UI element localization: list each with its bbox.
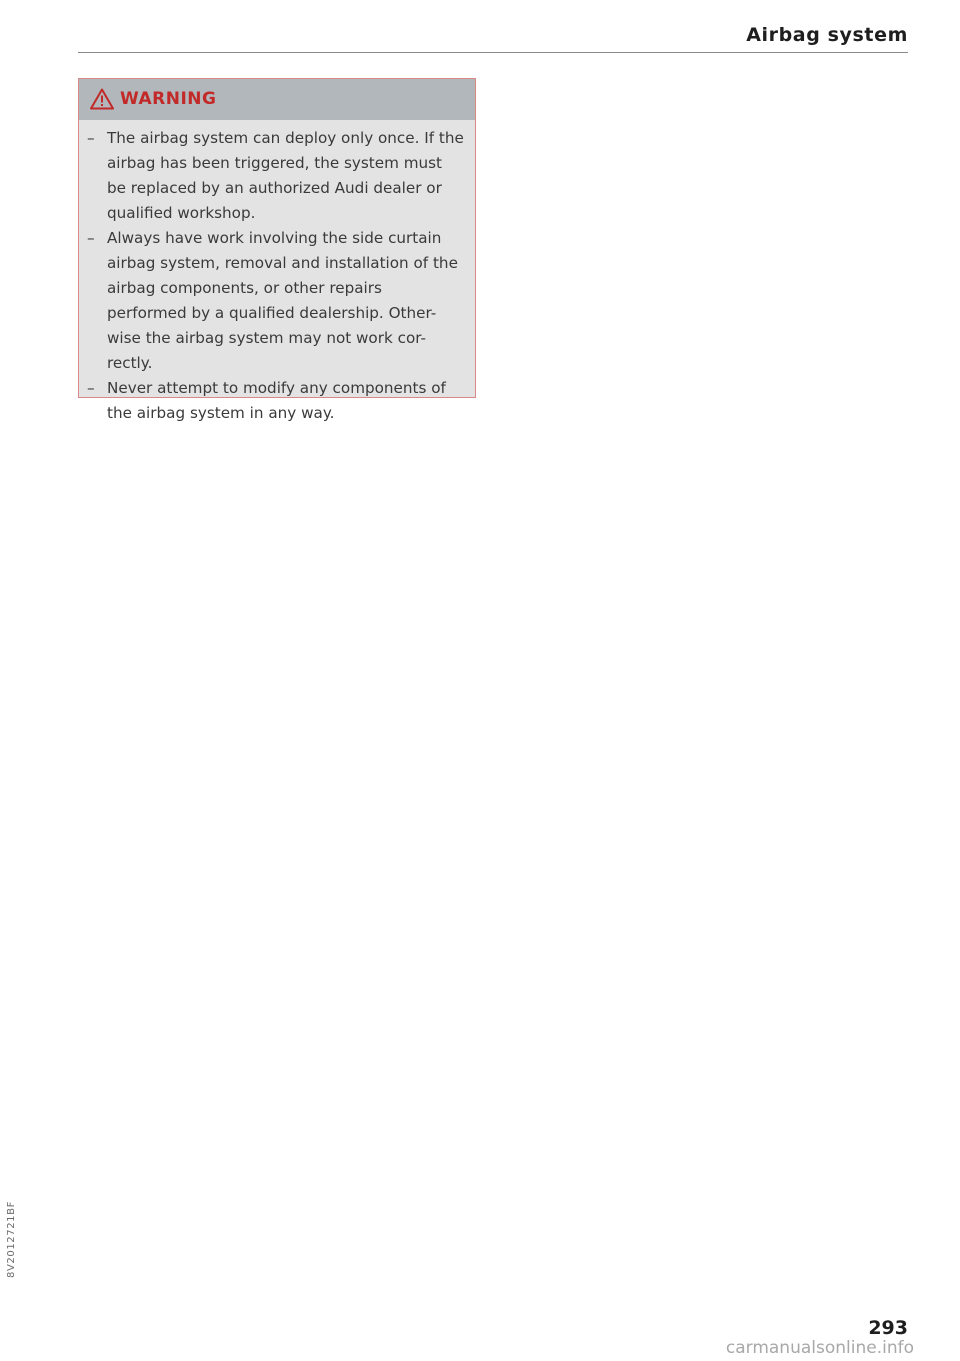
- warning-title: WARNING: [120, 89, 217, 109]
- header-rule: [78, 52, 908, 53]
- warning-item-text: The airbag system can deploy only once. If the airbag has been triggered, the system must be replaced by an authorized Audi dealer or qualified workshop.: [107, 129, 464, 222]
- warning-item: – Never attempt to modify any components of the airbag system in any way.: [87, 379, 446, 422]
- warning-item-text: Always have work involving the side curtain airbag system, removal and installation of the airbag components, or other repairs performed by a qualified dealership. Other-wise the airbag system may not work cor-rectly.: [107, 229, 458, 372]
- watermark: carmanualsonline.info: [725, 1338, 914, 1358]
- warning-item-text: Never attempt to modify any components of the airbag system in any way.: [107, 379, 446, 422]
- warning-header: [79, 79, 475, 120]
- warning-triangle-icon: [90, 88, 114, 110]
- warning-item: – The airbag system can deploy only once. If the airbag has been triggered, the system must be replaced by an authorized Audi dealer or qualified workshop.: [87, 129, 464, 222]
- section-header-title: Airbag system: [746, 24, 908, 46]
- warning-box: [78, 78, 476, 422]
- warning-item: – Always have work involving the side curtain airbag system, removal and installation of the airbag components, or other repairs performed by a qualified dealership. Other-wise the airbag system may not work cor-rectly.: [87, 229, 458, 372]
- warning-list: [79, 120, 475, 426]
- document-code: 8V2012721BF: [6, 1201, 17, 1278]
- page-number: 293: [868, 1317, 908, 1339]
